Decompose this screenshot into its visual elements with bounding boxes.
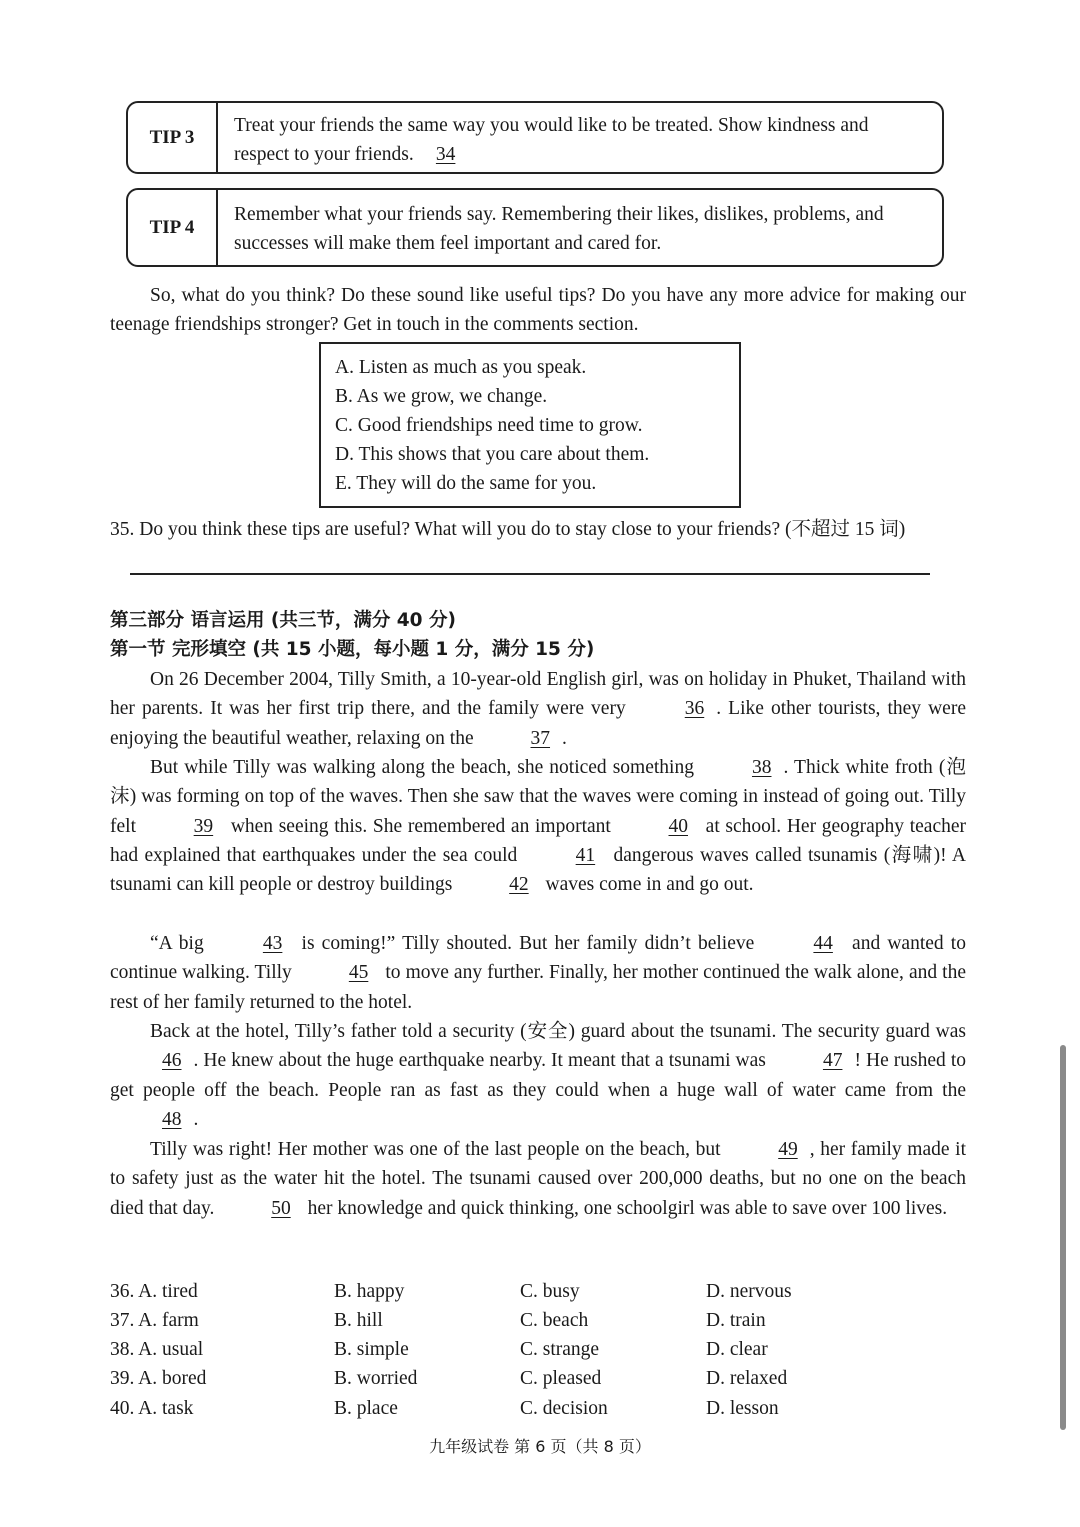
passage-text: . Like other tourists, they were enjoying the beautiful weather, relaxing on the <box>110 698 966 749</box>
blank-46: 46 <box>162 1050 182 1072</box>
answer-line-35[interactable] <box>130 573 930 575</box>
blank-41: 41 <box>575 844 596 866</box>
choice-row-36 <box>110 1281 970 1310</box>
passage-text: , her family made it to safety just as the water hit the hotel. The tsunami caused over 200,000 deaths, but no one on the beach died that day. <box>110 1139 966 1219</box>
choice-39-d[interactable]: D. relaxed <box>706 1368 788 1389</box>
blank-50: 50 <box>271 1197 291 1219</box>
choice-40-d[interactable]: D. lesson <box>706 1398 779 1419</box>
page-footer: 九年级试卷 第 6 页（共 8 页） <box>429 1437 651 1456</box>
option-d: D. This shows that you care about them. <box>335 444 650 465</box>
choice-36-c[interactable]: C. busy <box>520 1281 580 1302</box>
scrollbar-thumb[interactable] <box>1060 1045 1066 1430</box>
choice-39-a[interactable]: 39. A. bored <box>110 1368 207 1389</box>
passage-text: . He knew about the huge earthquake nearby. It meant that a tsunami was <box>193 1050 771 1072</box>
passage-text: at school. Her geography teacher had explained that earthquakes under the sea could <box>110 815 966 866</box>
blank-42: 42 <box>509 874 529 896</box>
passage-text: But while Tilly was walking along the beach, she noticed something <box>150 757 700 778</box>
passage-paragraph-3 <box>110 929 966 1017</box>
passage-text: and wanted to continue walking. Tilly <box>110 933 966 984</box>
passage-text: when seeing this. She remembered an important <box>225 815 617 837</box>
choice-38-a[interactable]: 38. A. usual <box>110 1339 204 1360</box>
choice-36-a[interactable]: 36. A. tired <box>110 1281 198 1302</box>
choice-37-d[interactable]: D. train <box>706 1310 766 1331</box>
blank-38: 38 <box>751 757 772 778</box>
subsection-heading: 第一节 完形填空 (共 15 小题，每小题 1 分，满分 15 分) <box>110 639 595 660</box>
passage-text: Tilly was right! Her mother was one of the last people on the beach, but <box>150 1139 727 1160</box>
blank-43: 43 <box>262 933 283 954</box>
blank-44: 44 <box>813 933 833 954</box>
passage-text: waves come in and go out. <box>540 874 754 896</box>
passage-paragraph-1 <box>110 665 966 753</box>
choice-row-40 <box>110 1398 970 1427</box>
passage-paragraph-2 <box>110 753 966 899</box>
option-b: B. As we grow, we change. <box>335 386 548 407</box>
choice-37-b[interactable]: B. hill <box>334 1310 383 1331</box>
passage-text: . <box>562 727 567 749</box>
passage-text: Back at the hotel, Tilly’s father told a security (安全) guard about the tsunami. The security guard was <box>150 1021 966 1042</box>
choice-37-a[interactable]: 37. A. farm <box>110 1310 199 1331</box>
choice-39-b[interactable]: B. worried <box>334 1368 418 1389</box>
passage-paragraph-5 <box>110 1135 966 1223</box>
blank-49: 49 <box>778 1139 798 1160</box>
option-a: A. Listen as much as you speak. <box>335 357 587 378</box>
blank-47: 47 <box>822 1050 843 1072</box>
blank-36: 36 <box>684 698 705 720</box>
passage-text: to move any further. Finally, her mother continued the walk alone, and the rest of her family returned to the hotel. <box>110 962 966 1013</box>
tip-3-label: TIP 3 <box>128 103 218 172</box>
passage-text: her knowledge and quick thinking, one schoolgirl was able to save over 100 lives. <box>302 1197 948 1219</box>
tip-3-text <box>218 103 942 172</box>
passage-text: “A big <box>150 933 211 954</box>
choice-row-37 <box>110 1310 970 1339</box>
choice-36-b[interactable]: B. happy <box>334 1281 405 1302</box>
option-e: E. They will do the same for you. <box>335 473 597 494</box>
choice-37-c[interactable]: C. beach <box>520 1310 589 1331</box>
passage-text: . Thick white froth (泡沫) was forming on top of the waves. Then she saw that the waves were coming in instead of going out. Tilly felt <box>110 757 966 837</box>
choice-39-c[interactable]: C. pleased <box>520 1368 602 1389</box>
tip-4-box <box>126 188 944 267</box>
tip-4-text: Remember what your friends say. Remembering their likes, dislikes, problems, and successes will make them feel important and cared for. <box>234 204 884 254</box>
passage-text: . <box>193 1108 199 1130</box>
passage-paragraph-4 <box>110 1017 966 1134</box>
option-c: C. Good friendships need time to grow. <box>335 415 643 436</box>
choice-36-d[interactable]: D. nervous <box>706 1281 792 1302</box>
blank-37: 37 <box>530 727 551 749</box>
choice-38-c[interactable]: C. strange <box>520 1339 600 1360</box>
passage-text: dangerous waves called tsunamis (海啸)! A tsunami can kill people or destroy buildings <box>110 844 966 896</box>
choice-40-a[interactable]: 40. A. task <box>110 1398 194 1419</box>
tip-4-label: TIP 4 <box>128 190 218 265</box>
choice-40-b[interactable]: B. place <box>334 1398 398 1419</box>
section-heading: 第三部分 语言运用 (共三节，满分 40 分) <box>110 610 456 631</box>
choice-row-39 <box>110 1368 970 1397</box>
question-35: 35. Do you think these tips are useful? What will you do to stay close to your friends? (不超过 15 词) <box>110 519 906 540</box>
passage-text: ! He rushed to get people off the beach. People ran as fast as they could when a huge wall of water came from the <box>110 1050 966 1101</box>
tip-3-body: Treat your friends the same way you would like to be treated. Show kindness and respect to your friends. <box>234 115 869 165</box>
blank-45: 45 <box>348 962 369 984</box>
blank-40: 40 <box>668 815 688 837</box>
choice-38-b[interactable]: B. simple <box>334 1339 409 1360</box>
closing-paragraph: So, what do you think? Do these sound like useful tips? Do you have any more advice for making our teenage friendships stronger? Get in touch in the comments section. <box>110 285 966 336</box>
tip-3-box <box>126 101 944 174</box>
blank-34: 34 <box>435 144 456 165</box>
blank-48: 48 <box>162 1108 182 1130</box>
passage-text: On 26 December 2004, Tilly Smith, a 10-year-old English girl, was on holiday in Phuket, Thailand with her parents. It was her first trip there, and the family were very <box>110 669 966 720</box>
blank-39: 39 <box>193 815 214 837</box>
choice-38-d[interactable]: D. clear <box>706 1339 768 1360</box>
passage-text: is coming!” Tilly shouted. But her family didn’t believe <box>294 933 762 954</box>
options-box <box>319 342 741 508</box>
choice-row-38 <box>110 1339 970 1368</box>
choice-40-c[interactable]: C. decision <box>520 1398 608 1419</box>
